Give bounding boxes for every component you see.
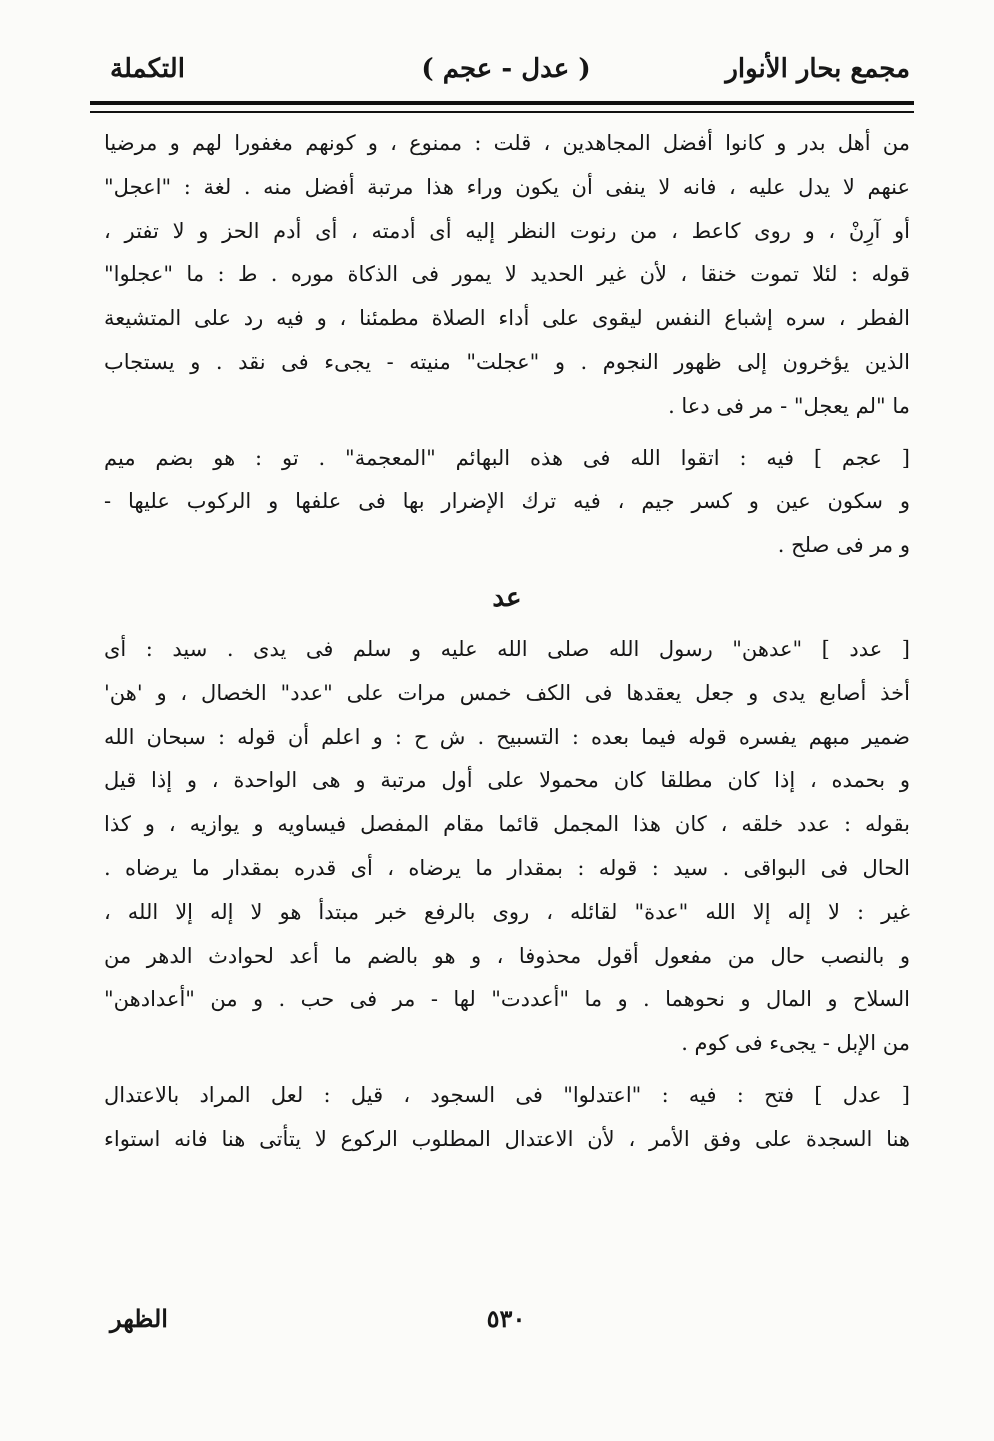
text-line: ضمير مبهم يفسره قوله فيما بعده : التسبيح . ش ح : و اعلم أن قوله : سبحان الله [104, 724, 910, 749]
text-line: و مر فى صلح . [777, 533, 910, 558]
text-line: قوله : لئلا تموت خنقا ، لأن غير الحديد لا يمور فى الذكاة موره . ط : ما "عجلوا" [104, 262, 910, 287]
book-title: مجمع بحار الأنوار [725, 54, 910, 84]
text-line: [ عدل ] فتح : فيه : "اعتدلوا" فى السجود ، قيل : لعل المراد بالاعتدال [104, 1082, 910, 1107]
text-line: و بالنصب حال من مفعول أقول محذوفا ، و هو بالضم ما أعد لحوادث الدهر من [104, 943, 910, 968]
page-header [100, 48, 912, 96]
text-line: هنا السجدة على وفق الأمر ، لأن الاعتدال المطلوب الركوع لا يتأتى هنا فانه استواء [104, 1126, 910, 1151]
text-line: أخذ أصابع يدى و جعل يعقدها فى الكف خمس مرات على "عدد" الخصال ، و 'هن' [104, 680, 910, 705]
page-number: ٥٣٠ [486, 1304, 526, 1333]
text-line: السلاح و المال و نحوهما . و ما "أعددت" لها - مر فى حب . و من "أعدادهن" [104, 987, 910, 1012]
text-line: الذين يؤخرون إلى ظهور النجوم . و "عجلت" منيته - يجىء فى نقد . و يستجاب [104, 349, 910, 374]
text-line: بقوله : عدد خلقه ، كان هذا المجمل قائما مقام المفصل فيساويه و يوازيه ، و كذا [104, 812, 910, 837]
section-label: التكملة [110, 54, 185, 84]
text-line: [ عدد ] "عدهن" رسول الله صلى الله عليه و سلم فى يدى . سيد : أى [104, 636, 910, 661]
text-line: و بحمده ، إذا كان مطلقا كان محمولا على أول مرتبة و هى الواحدة ، و إذا قيل [104, 768, 910, 793]
text-line: ما "لم يعجل" - مر فى دعا . [668, 393, 910, 418]
section-heading: عد [492, 582, 522, 613]
text-line: [ عجم ] فيه : اتقوا الله فى هذه البهائم "المعجمة" . تو : هو بضم ميم [104, 445, 910, 470]
text-line: عنهم لا يدل عليه ، فانه لا ينفى أن يكون وراء هذا مرتبة أفضل منه . لغة : "اعجل" [104, 174, 910, 199]
text-line: الحال فى البواقى . سيد : قوله : بمقدار ما يرضاه ، أى قدره بمقدار ما يرضاه . [104, 855, 910, 880]
entry-range: ( عدل - عجم ) [421, 54, 591, 84]
text-line: و سكون عين و كسر جيم ، فيه ترك الإضرار بها فى علفها و الركوب عليها - [104, 489, 910, 514]
page-footer [100, 1300, 912, 1344]
text-line: غير : لا إله إلا الله "عدة" لقائله ، روى بالرفع خبر مبتدأ هو لا إله إلا الله ، [104, 899, 910, 924]
text-line: أو آرِنْ ، و روى كاعط ، من رنوت النظر إليه أى أدمته ، أى أدم الحز و لا تفتر ، [104, 218, 910, 243]
header-rule-thin [90, 111, 914, 113]
text-line: من الإبل - يجىء فى كوم . [681, 1031, 910, 1056]
page-body [104, 122, 910, 1294]
catchword: الظهر [110, 1304, 168, 1333]
text-line: الفطر ، سره إشباع النفس ليقوى على أداء الصلاة مطمئنا ، و فيه رد على المتشيعة [104, 306, 910, 331]
text-line: من أهل بدر و كانوا أفضل المجاهدين ، قلت : ممنوع ، و كونهم مغفورا لهم و مرضيا [104, 131, 910, 155]
header-rule-thick [90, 101, 914, 105]
